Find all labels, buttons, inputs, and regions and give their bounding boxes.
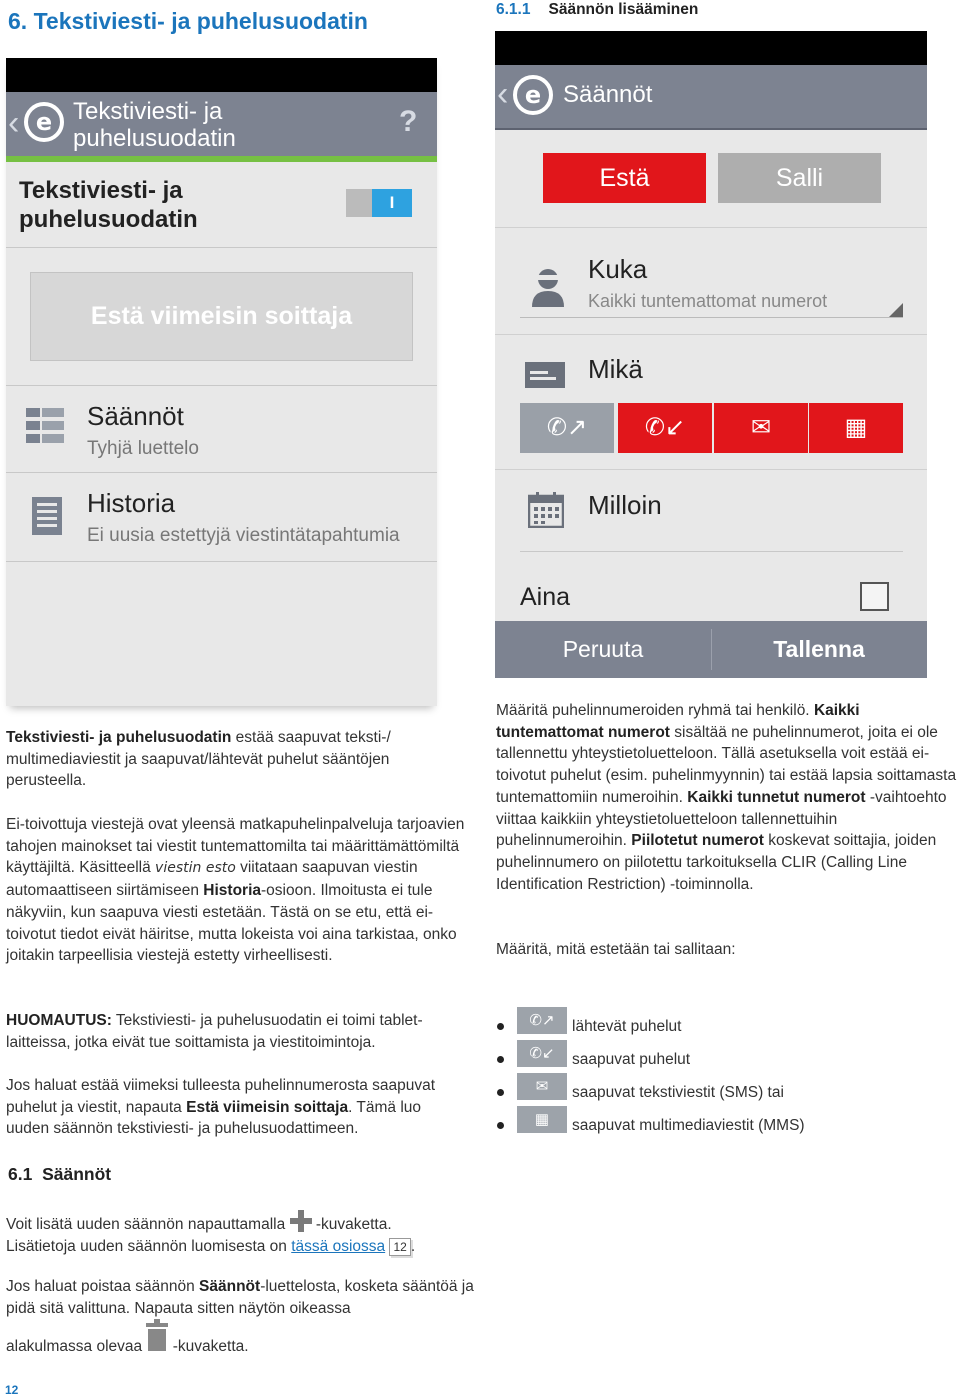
section-link[interactable]: tässä osiossa: [291, 1237, 386, 1255]
list-item-label: saapuvat puhelut: [572, 1051, 691, 1068]
mms-icon: ▦: [844, 414, 868, 441]
section-number: 6.1: [8, 1164, 33, 1184]
block-button[interactable]: Estä: [543, 153, 706, 203]
allow-button[interactable]: Salli: [718, 153, 881, 203]
divider: [495, 469, 927, 470]
divider: [495, 334, 927, 335]
text-run: .: [410, 1237, 416, 1255]
setting-line-1: Tekstiviesti- ja: [19, 177, 183, 204]
text-run: Määritä puhelinnumeroiden ryhmä tai henkilö.: [496, 702, 814, 719]
divider: [6, 247, 437, 248]
text-run: . Tämä luo uuden säännön tekstiviesti- ja puhelusuodattimeen.: [6, 1098, 422, 1138]
always-checkbox[interactable]: [860, 582, 889, 611]
text-run: -vaihtoehto viittaa kaikkiin yhteystietoluetteloon tallennettuihin puhelinnumeroihin.: [496, 788, 947, 850]
numbered-list-icon: [26, 408, 66, 446]
add-rule-screen-screenshot: [495, 31, 927, 678]
text-run: -osioon. Ilmoitusta ei tule näkyviin, kun saapuva viesti estetään. Tästä on se etu, että ei-toivotut tiedot eivät häiritse, mutta lokeista voi aina tarkistaa, onko joitakin tarpeellisia viestejä estetty virheellisesti.: [6, 882, 457, 965]
subsection-heading: [496, 1, 698, 19]
button-name-bold: Estä viimeisin soittaja: [186, 1098, 349, 1116]
what-title: Mikä: [588, 354, 643, 384]
bullet: [497, 1089, 504, 1096]
list-item: [496, 1104, 936, 1134]
list-item-label: saapuvat multimediaviestit (MMS): [572, 1117, 805, 1134]
text-run: Ei-toivottuja viestejä ovat yleensä matkapuhelinpalveluja tarjoavien tahojen mainokset tai viestit tuntemattomilta tai määrittämättömiltä käyttäjiltä. Käsitteellä: [6, 816, 465, 877]
status-bar: [495, 31, 927, 65]
sms-icon: ✉: [517, 1073, 567, 1100]
trash-icon: [146, 1319, 168, 1351]
divider: [495, 227, 927, 228]
list-item: [496, 1071, 936, 1101]
divider: [6, 561, 437, 562]
section-title: Säännöt: [42, 1164, 112, 1184]
back-chevron-icon[interactable]: ‹: [497, 75, 509, 113]
text-run: -kuvaketta.: [168, 1338, 249, 1355]
intro-bold: Tekstiviesti- ja puhelusuodatin: [6, 729, 232, 746]
who-title: Kuka: [588, 254, 648, 284]
cancel-button[interactable]: Peruuta: [562, 636, 644, 662]
mms-icon: ▦: [517, 1106, 567, 1133]
page-reference[interactable]: 12: [389, 1238, 410, 1256]
delete-rule-paragraph: [6, 1276, 476, 1319]
back-chevron-icon[interactable]: ‹: [8, 104, 20, 142]
incoming-call-icon: ✆↙: [644, 414, 686, 441]
text-run: Jos haluat poistaa säännön: [6, 1278, 200, 1295]
action-bar-title: Säännöt: [563, 81, 653, 108]
text-run: koskevat soittajia, joiden puhelinnumero on piilotettu tarkoituksella CLIR (Calling Line Identification Restriction) -toiminnolla.: [496, 832, 937, 893]
sms-toggle[interactable]: [714, 403, 808, 453]
intro-text: estää saapuvat teksti-/ multimediaviestit ja saapuvat/lähtevät puhelut sääntöjen perusteella.: [6, 729, 391, 790]
action-bar: [6, 92, 437, 162]
status-bar: [6, 58, 437, 92]
list-item-label: saapuvat tekstiviestit (SMS) tai: [572, 1084, 784, 1101]
who-explanation-paragraph: [496, 700, 960, 895]
text-run: Voit lisätä uuden säännön napauttamalla: [6, 1216, 290, 1233]
text-run: -luettelosta, kosketa sääntöä ja pidä sitä valittuna. Napauta sitten näytön oikeassa: [6, 1278, 474, 1317]
text-run: Jos haluat estää viimeksi tulleesta puhelinnumerosta saapuvat puhelut ja viestit, napauta: [6, 1077, 436, 1116]
unwanted-messages-paragraph: [6, 814, 469, 967]
rules-subtitle: Tyhjä luettelo: [87, 438, 199, 459]
term-bold: Kaikki tuntemattomat numerot: [496, 702, 860, 741]
list-item: [496, 1038, 936, 1068]
bullet: [497, 1122, 504, 1129]
filter-toggle[interactable]: [346, 189, 412, 217]
text-run: -kuvaketta.: [311, 1216, 392, 1233]
spinner-underline: [520, 317, 903, 318]
block-last-caller-button[interactable]: Estä viimeisin soittaja: [30, 272, 413, 361]
title-line-2: puhelusuodatin: [73, 125, 236, 152]
always-label: Aina: [520, 583, 571, 611]
subsection-number: 6.1.1: [496, 1, 531, 18]
history-list-item[interactable]: [6, 473, 437, 561]
history-subtitle: Ei uusia estettyjä viestintätapahtumia: [87, 525, 400, 546]
action-bar: [495, 65, 927, 130]
outgoing-call-icon: ✆↗: [546, 414, 588, 441]
sms-icon: ✉: [750, 414, 772, 441]
intro-paragraph: [6, 727, 466, 792]
mms-toggle[interactable]: [809, 403, 903, 453]
plus-icon: [290, 1210, 312, 1232]
note-text: Tekstiviesti- ja puhelusuodatin ei toimi tablet-laitteissa, jotka eivät tue soittamista ja viestitoimintoja.: [6, 1012, 423, 1051]
list-item: [496, 1005, 936, 1035]
note-label: HUOMAUTUS:: [6, 1012, 112, 1029]
footer-bar: [495, 621, 927, 678]
app-logo-icon: e: [24, 102, 64, 142]
when-title: Milloin: [588, 490, 662, 520]
incoming-call-icon: ✆↙: [517, 1040, 567, 1067]
rules-title: Säännöt: [87, 401, 184, 431]
message-icon: [525, 362, 565, 388]
add-rule-paragraph: [6, 1210, 476, 1257]
outgoing-call-icon: ✆↗: [517, 1007, 567, 1034]
section-heading-rules: [8, 1164, 111, 1185]
list-item-label: lähtevät puhelut: [572, 1018, 682, 1035]
action-bar-title: [73, 98, 236, 152]
page-number: 12: [5, 1383, 19, 1397]
incoming-call-toggle[interactable]: [618, 403, 712, 453]
divider: [520, 551, 903, 552]
toggle-knob: I: [372, 189, 412, 217]
who-selector[interactable]: [495, 241, 927, 331]
term-bold: Kaikki tunnetut numerot: [687, 788, 866, 806]
text-run: alakulmassa olevaa: [6, 1338, 147, 1355]
filter-screen-screenshot: [6, 58, 437, 706]
person-icon: [530, 267, 566, 307]
bullet: [497, 1056, 504, 1063]
help-icon[interactable]: ?: [399, 105, 418, 138]
what-explanation-paragraph: Määritä, mitä estetään tai sallitaan:: [496, 941, 736, 958]
title-line-1: Tekstiviesti- ja: [73, 98, 223, 125]
text-run: sisältää ne puhelinnumerot, joita ei ole tallennettu yhteystietoluetteloon. Tällä asetuksella voit estää ei-toivotut puhelut (esim. puhelinmyynnin) tai estää lapsia soittamasta tuntemattomiin numeroihin.: [496, 723, 957, 806]
document-lines-icon: [32, 497, 62, 535]
outgoing-call-toggle[interactable]: [520, 403, 614, 453]
calendar-icon: [528, 492, 564, 528]
bullet: [497, 1023, 504, 1030]
text-run: Lisätietoja uuden säännön luomisesta on: [6, 1237, 292, 1255]
history-title: Historia: [87, 488, 176, 518]
chapter-heading: 6. Tekstiviesti- ja puhelusuodatin: [8, 8, 368, 34]
who-value: Kaikki tuntemattomat numerot: [588, 291, 828, 311]
delete-rule-paragraph-end: [6, 1319, 476, 1362]
note-paragraph: [6, 1010, 461, 1053]
filter-setting-label: [19, 176, 198, 234]
rules-list-item[interactable]: [6, 386, 437, 472]
text-run: viitataan saapuvan viestin automaattiseen siirtämiseen: [6, 859, 418, 900]
block-last-caller-paragraph: [6, 1075, 468, 1140]
setting-line-2: puhelusuodatin: [19, 206, 198, 233]
term-italic: viestin esto: [155, 860, 236, 877]
app-logo-icon: e: [513, 75, 553, 115]
rules-bold: Säännöt: [199, 1278, 261, 1295]
history-bold: Historia: [203, 882, 262, 900]
dropdown-triangle-icon: [889, 303, 903, 317]
subsection-title: Säännön lisääminen: [548, 1, 699, 18]
term-bold: Piilotetut numerot: [631, 832, 764, 850]
save-button[interactable]: Tallenna: [773, 636, 865, 662]
